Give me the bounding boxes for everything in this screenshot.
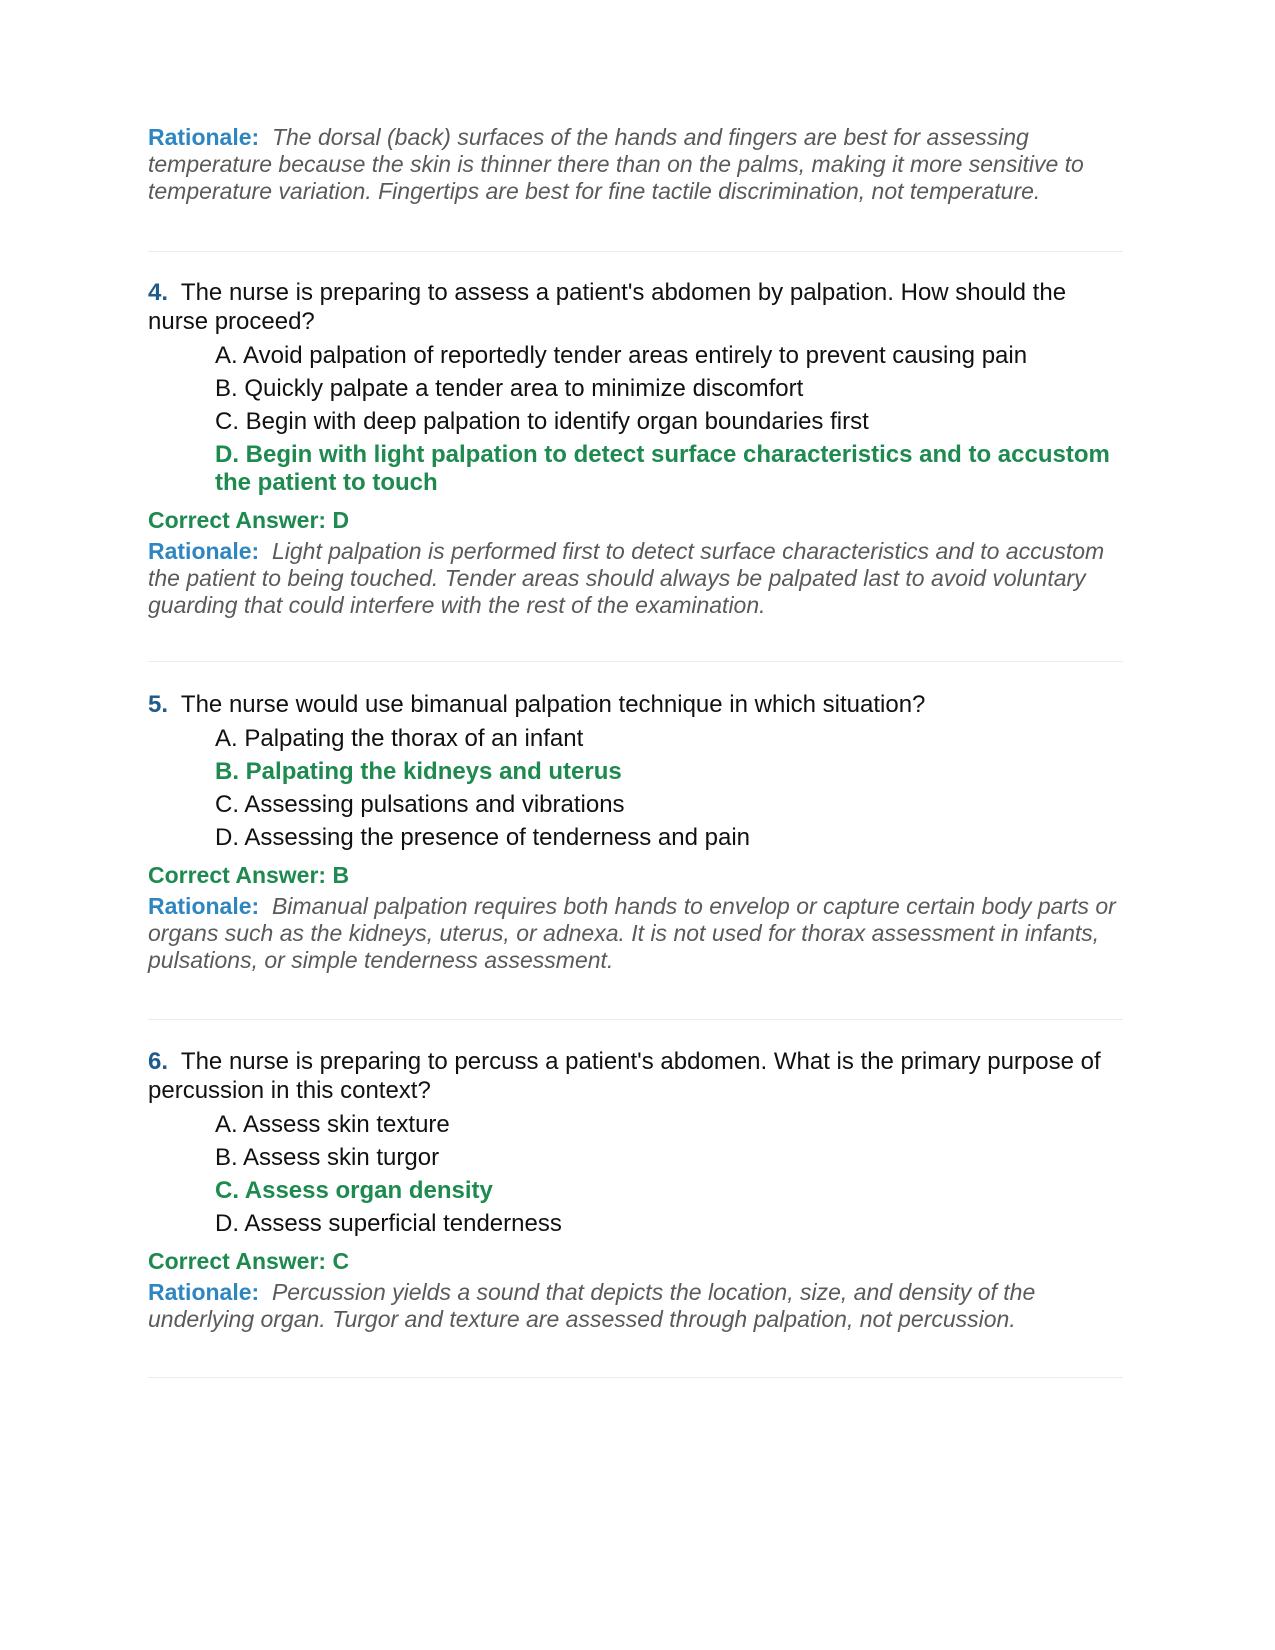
options-list bbox=[215, 725, 1123, 852]
divider bbox=[148, 1377, 1123, 1378]
question-stem bbox=[148, 1047, 1123, 1105]
option-b: B. Quickly palpate a tender area to minimize discomfort bbox=[215, 375, 804, 402]
divider bbox=[148, 1019, 1123, 1020]
question-number: 4. bbox=[148, 279, 169, 306]
question-number: 6. bbox=[148, 1048, 169, 1075]
rationale-label: Rationale: bbox=[148, 124, 260, 150]
option-d-correct: D. Begin with light palpation to detect surface characteristics and to accustom the patient to touch bbox=[215, 441, 1110, 496]
options-list bbox=[215, 1111, 1123, 1238]
question-text: The nurse is preparing to percuss a patient's abdomen. What is the primary purpose of percussion in this context? bbox=[148, 1048, 1101, 1104]
rationale-text: Bimanual palpation requires both hands to envelop or capture certain body parts or organs such as the kidneys, uterus, or adnexa. It is not used for thorax assessment in infants, pulsations, or simple tenderness assessment. bbox=[148, 893, 1116, 973]
divider bbox=[148, 661, 1123, 662]
option-d: D. Assessing the presence of tenderness and pain bbox=[215, 824, 751, 851]
rationale-prev-question bbox=[148, 124, 1123, 205]
options-list bbox=[215, 342, 1123, 497]
rationale-text: The dorsal (back) surfaces of the hands and fingers are best for assessing temperature because the skin is thinner there than on the palms, making it more sensitive to temperature variation. Fingertips are best for fine tactile discrimination, not temperature. bbox=[148, 124, 1084, 204]
question-block-4 bbox=[148, 278, 1123, 619]
question-number: 5. bbox=[148, 691, 169, 718]
rationale bbox=[148, 893, 1123, 974]
question-text: The nurse would use bimanual palpation technique in which situation? bbox=[180, 691, 926, 718]
question-stem bbox=[148, 690, 1123, 719]
question-block-5 bbox=[148, 690, 1123, 974]
option-c: C. Begin with deep palpation to identify organ boundaries first bbox=[215, 408, 869, 435]
rationale-text: Light palpation is performed first to detect surface characteristics and to accustom the patient to being touched. Tender areas should always be palpated last to avoid voluntary guarding that could interfere with the rest of the examination. bbox=[148, 538, 1105, 618]
correct-answer: Correct Answer: D bbox=[148, 507, 350, 533]
option-c: C. Assessing pulsations and vibrations bbox=[215, 791, 625, 818]
rationale-label: Rationale: bbox=[148, 538, 260, 564]
divider bbox=[148, 251, 1123, 252]
correct-answer: Correct Answer: B bbox=[148, 862, 350, 888]
rationale-label: Rationale: bbox=[148, 1279, 260, 1305]
rationale bbox=[148, 538, 1123, 619]
question-text: The nurse is preparing to assess a patient's abdomen by palpation. How should the nurse proceed? bbox=[148, 279, 1067, 335]
rationale-text: Percussion yields a sound that depicts the location, size, and density of the underlying organ. Turgor and texture are assessed through palpation, not percussion. bbox=[148, 1279, 1036, 1332]
question-stem bbox=[148, 278, 1123, 336]
option-b: B. Assess skin turgor bbox=[215, 1144, 440, 1171]
option-c-correct: C. Assess organ density bbox=[215, 1177, 493, 1204]
option-d: D. Assess superficial tenderness bbox=[215, 1210, 562, 1237]
option-a: A. Palpating the thorax of an infant bbox=[215, 725, 584, 752]
rationale bbox=[148, 1279, 1123, 1333]
option-a: A. Assess skin texture bbox=[215, 1111, 450, 1138]
correct-answer: Correct Answer: C bbox=[148, 1248, 350, 1274]
option-b-correct: B. Palpating the kidneys and uterus bbox=[215, 758, 622, 785]
option-a: A. Avoid palpation of reportedly tender areas entirely to prevent causing pain bbox=[215, 342, 1028, 369]
question-block-6 bbox=[148, 1047, 1123, 1333]
rationale-label: Rationale: bbox=[148, 893, 260, 919]
